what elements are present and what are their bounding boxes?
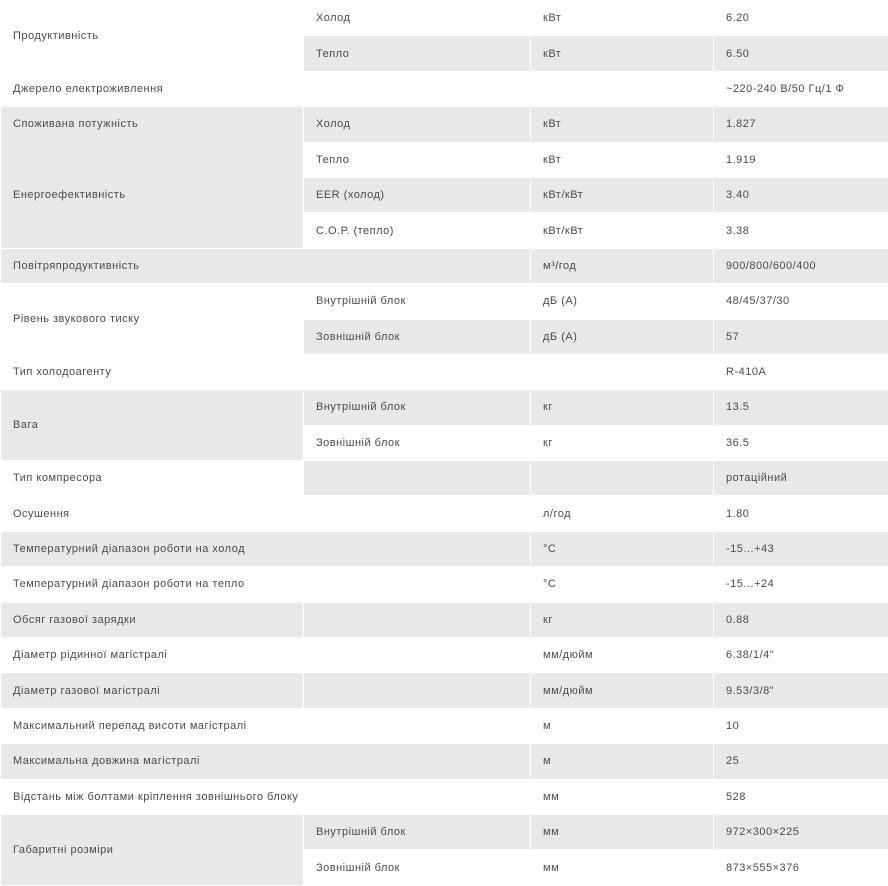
row-sublabel: Внутрішній блок [304,390,531,425]
table-row [1,71,888,106]
row-empty [304,673,531,708]
row-label: Максимальний перепад висоти магістралі [1,708,531,743]
table-row [1,814,888,849]
row-unit: °С [531,567,714,602]
table-row [1,567,888,602]
row-value: R-410A [714,354,888,389]
row-label: Діаметр рідинної магістралі [1,638,304,673]
row-value: -15...+43 [714,531,888,566]
table-row [1,602,888,637]
row-unit: кВт/кВт [531,177,714,212]
row-empty [304,602,531,637]
row-label: Вага [1,390,304,461]
row-unit: м [531,708,714,743]
row-value: 900/800/600/400 [714,248,888,283]
row-value: 6.20 [714,1,888,36]
row-unit: кг [531,425,714,460]
row-sublabel: Тепло [304,36,531,71]
row-sublabel: EER (холод) [304,177,531,212]
row-unit: кг [531,390,714,425]
row-unit: кВт [531,1,714,36]
row-empty [531,461,714,496]
row-value: 13.5 [714,390,888,425]
row-unit: м³/год [531,248,714,283]
row-value: 3.40 [714,177,888,212]
table-row [1,638,888,673]
table-row [1,1,888,36]
row-sublabel: Внутрішній блок [304,284,531,319]
row-sublabel: Внутрішній блок [304,814,531,849]
row-label: Продуктивність [1,1,304,72]
table-row [1,284,888,319]
row-label-group [1,107,304,249]
table-row [1,744,888,779]
row-label: Повітряпродуктивність [1,248,531,283]
row-value: 528 [714,779,888,814]
table-row [1,673,888,708]
row-value: 1.827 [714,107,888,142]
row-value: 36.5 [714,425,888,460]
table-row [1,354,888,389]
table-row [1,461,888,496]
row-value: -15...+24 [714,567,888,602]
row-sublabel: С.О.Р. (тепло) [304,213,531,248]
row-unit: мм [531,850,714,885]
row-label: Джерело електроживлення [1,71,714,106]
row-unit: кВт [531,36,714,71]
row-label: Максимальна довжина магістралі [1,744,531,779]
row-unit: мм [531,779,714,814]
row-value: 25 [714,744,888,779]
row-sublabel: Холод [304,107,531,142]
row-sublabel: Холод [304,1,531,36]
row-label: Габаритні розміри [1,814,304,885]
row-unit: м [531,744,714,779]
row-value: 9.53/3/8" [714,673,888,708]
row-sublabel: Зовнішній блок [304,319,531,354]
row-label: Температурний діапазон роботи на тепло [1,567,531,602]
row-value: 48/45/37/30 [714,284,888,319]
row-empty [304,638,531,673]
row-unit: л/год [531,496,714,531]
row-unit: °С [531,531,714,566]
row-value: 972×300×225 [714,814,888,849]
table-row [1,107,888,142]
row-unit: кВт [531,142,714,177]
table-row [1,390,888,425]
table-row [1,248,888,283]
row-label: Тип холодоагенту [1,354,714,389]
row-value: 3.38 [714,213,888,248]
row-label: Осушення [1,496,304,531]
row-sublabel: Зовнішній блок [304,850,531,885]
row-sublabel: Зовнішній блок [304,425,531,460]
row-unit: кг [531,602,714,637]
row-unit: дБ (А) [531,284,714,319]
row-sublabel: Тепло [304,142,531,177]
row-value: 1.919 [714,142,888,177]
row-unit: мм [531,814,714,849]
table-row [1,531,888,566]
table-row [1,779,888,814]
row-value: ~220-240 В/50 Гц/1 Ф [714,71,888,106]
row-value: 1.80 [714,496,888,531]
row-unit: дБ (А) [531,319,714,354]
row-label: Споживана потужність [13,107,291,142]
row-label: Діаметр газової магістралі [1,673,304,708]
row-unit: кВт [531,107,714,142]
row-value: 10 [714,708,888,743]
row-unit: мм/дюйм [531,673,714,708]
row-empty [304,461,531,496]
row-label: Температурний діапазон роботи на холод [1,531,531,566]
row-value: 6.38/1/4" [714,638,888,673]
row-value: 57 [714,319,888,354]
table-row [1,496,888,531]
row-label: Енергоефективність [13,178,291,213]
row-empty [304,496,531,531]
row-label: Відстань між болтами кріплення зовнішнього блоку [1,779,531,814]
row-label: Обсяг газової зарядки [1,602,304,637]
row-value: 0.88 [714,602,888,637]
row-value: 873×555×376 [714,850,888,885]
row-value: ротаційний [714,461,888,496]
row-unit: мм/дюйм [531,638,714,673]
row-value: 6.50 [714,36,888,71]
table-row [1,708,888,743]
row-label: Тип компресора [1,461,304,496]
row-label: Рівень звукового тиску [1,284,304,355]
row-unit: кВт/кВт [531,213,714,248]
